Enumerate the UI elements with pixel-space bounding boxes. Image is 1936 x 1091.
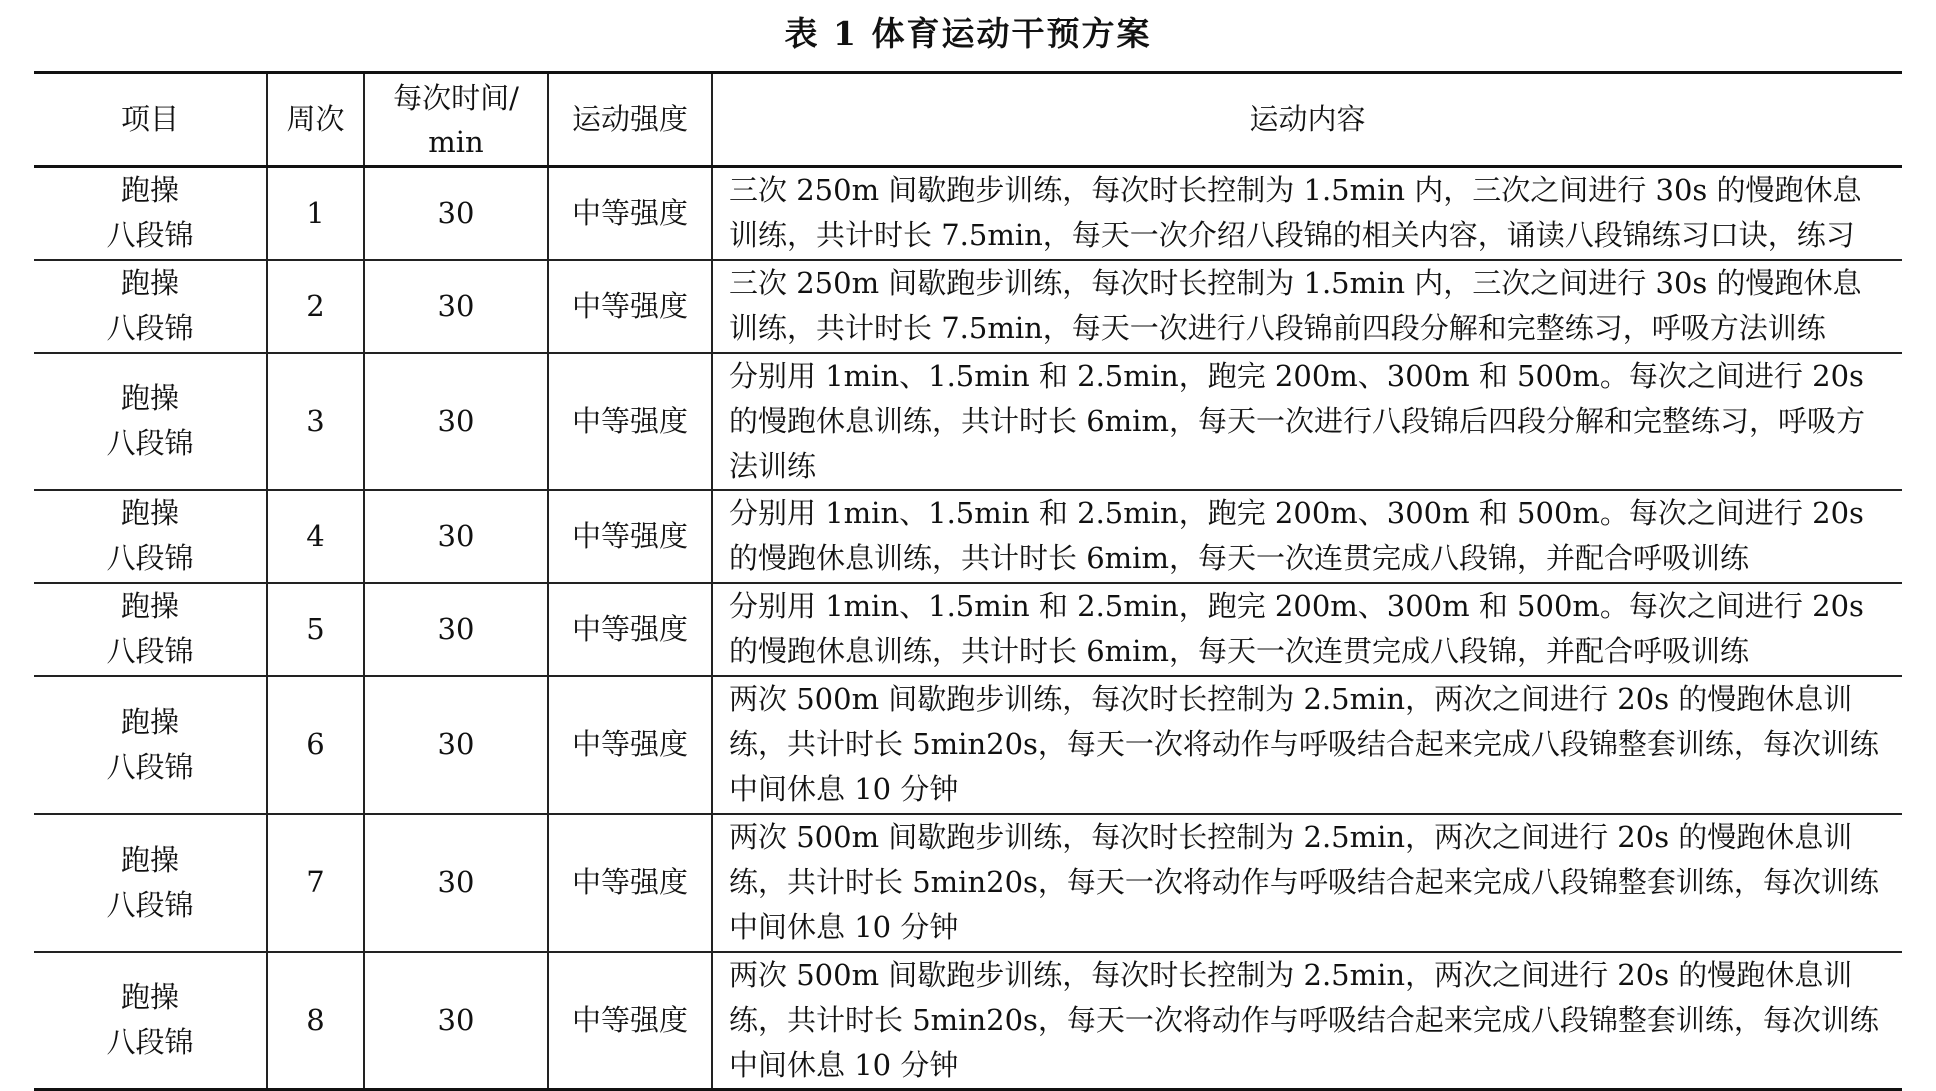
table-row xyxy=(34,676,1902,814)
item-line2: 八段锦 xyxy=(106,218,194,253)
item-line2: 八段锦 xyxy=(106,887,194,922)
item-line1: 跑操 xyxy=(120,980,179,1015)
content-cell: 三次 250m 间歇跑步训练，每次时长控制为 1.5min 内，三次之间进行 30s 的慢跑休息训练，共计时长 7.5min，每天一次介绍八段锦的相关内容，诵读八段锦练习口诀，练习 xyxy=(712,167,1902,260)
intensity-cell: 中等强度 xyxy=(548,167,712,260)
time-cell: 30 xyxy=(364,583,548,676)
content-cell: 分别用 1min、1.5min 和 2.5min，跑完 200m、300m 和 500m。每次之间进行 20s 的慢跑休息训练，共计时长 6mim，每天一次连贯完成八段锦，并配合呼吸训练 xyxy=(712,583,1902,676)
week-cell: 7 xyxy=(267,814,364,952)
week-cell: 4 xyxy=(267,490,364,583)
week-cell: 6 xyxy=(267,676,364,814)
table-title: 表 1 体育运动干预方案 xyxy=(784,14,1152,53)
intensity-cell: 中等强度 xyxy=(548,260,712,353)
item-line1: 跑操 xyxy=(120,704,179,739)
content-cell: 两次 500m 间歇跑步训练，每次时长控制为 2.5min，两次之间进行 20s 的慢跑休息训练，共计时长 5min20s，每天一次将动作与呼吸结合起来完成八段锦整套训练，每次训练中间休息 10 分钟 xyxy=(712,814,1902,952)
header-item: 项目 xyxy=(34,73,267,167)
time-cell: 30 xyxy=(364,814,548,952)
week-cell: 1 xyxy=(267,167,364,260)
table-row xyxy=(34,167,1902,260)
header-week: 周次 xyxy=(267,73,364,167)
item-cell xyxy=(34,676,267,814)
week-cell: 3 xyxy=(267,353,364,490)
content-cell: 分别用 1min、1.5min 和 2.5min，跑完 200m、300m 和 500m。每次之间进行 20s 的慢跑休息训练，共计时长 6mim，每天一次进行八段锦后四段分解和完整练习，呼吸方法训练 xyxy=(712,353,1902,490)
time-cell: 30 xyxy=(364,260,548,353)
item-cell xyxy=(34,490,267,583)
content-cell: 分别用 1min、1.5min 和 2.5min，跑完 200m、300m 和 500m。每次之间进行 20s 的慢跑休息训练，共计时长 6mim，每天一次连贯完成八段锦，并配合呼吸训练 xyxy=(712,490,1902,583)
header-intensity: 运动强度 xyxy=(548,73,712,167)
week-cell: 5 xyxy=(267,583,364,676)
item-line2: 八段锦 xyxy=(106,634,194,668)
item-line2: 八段锦 xyxy=(106,311,194,345)
week-cell: 2 xyxy=(267,260,364,353)
item-cell xyxy=(34,260,267,353)
item-line2: 八段锦 xyxy=(106,426,194,460)
header-time xyxy=(364,73,548,167)
content-cell: 两次 500m 间歇跑步训练，每次时长控制为 2.5min，两次之间进行 20s 的慢跑休息训练，共计时长 5min20s，每天一次将动作与呼吸结合起来完成八段锦整套训练，每次训练中间休息 10 分钟 xyxy=(712,952,1902,1090)
item-line1: 跑操 xyxy=(120,381,179,415)
intensity-cell: 中等强度 xyxy=(548,952,712,1090)
header-time-line1: 每次时间/ xyxy=(393,80,519,115)
item-line1: 跑操 xyxy=(120,842,179,877)
week-cell: 8 xyxy=(267,952,364,1090)
table-row xyxy=(34,353,1902,490)
item-line1: 跑操 xyxy=(120,589,179,623)
table-row xyxy=(34,583,1902,676)
item-cell xyxy=(34,353,267,490)
item-line2: 八段锦 xyxy=(106,749,194,784)
item-line1: 跑操 xyxy=(120,496,179,530)
item-cell xyxy=(34,814,267,952)
time-cell: 30 xyxy=(364,676,548,814)
time-cell: 30 xyxy=(364,353,548,490)
content-cell: 两次 500m 间歇跑步训练，每次时长控制为 2.5min，两次之间进行 20s 的慢跑休息训练，共计时长 5min20s，每天一次将动作与呼吸结合起来完成八段锦整套训练，每次训练中间休息 10 分钟 xyxy=(712,676,1902,814)
intensity-cell: 中等强度 xyxy=(548,583,712,676)
intensity-cell: 中等强度 xyxy=(548,490,712,583)
table-row xyxy=(34,952,1902,1090)
item-cell xyxy=(34,952,267,1090)
header-row xyxy=(34,73,1902,167)
table-row xyxy=(34,260,1902,353)
item-line1: 跑操 xyxy=(120,173,179,208)
item-line2: 八段锦 xyxy=(106,541,194,575)
intensity-cell: 中等强度 xyxy=(548,814,712,952)
item-cell xyxy=(34,583,267,676)
content-cell: 三次 250m 间歇跑步训练，每次时长控制为 1.5min 内，三次之间进行 30s 的慢跑休息训练，共计时长 7.5min，每天一次进行八段锦前四段分解和完整练习，呼吸方法训练 xyxy=(712,260,1902,353)
item-line1: 跑操 xyxy=(120,266,179,300)
header-content: 运动内容 xyxy=(712,73,1902,167)
table-row xyxy=(34,490,1902,583)
time-cell: 30 xyxy=(364,952,548,1090)
intensity-cell: 中等强度 xyxy=(548,676,712,814)
table-row xyxy=(34,814,1902,952)
item-cell xyxy=(34,167,267,260)
intervention-table xyxy=(34,71,1902,1091)
header-time-line2: min xyxy=(428,124,484,159)
intensity-cell: 中等强度 xyxy=(548,353,712,490)
time-cell: 30 xyxy=(364,490,548,583)
time-cell: 30 xyxy=(364,167,548,260)
item-line2: 八段锦 xyxy=(106,1025,194,1060)
